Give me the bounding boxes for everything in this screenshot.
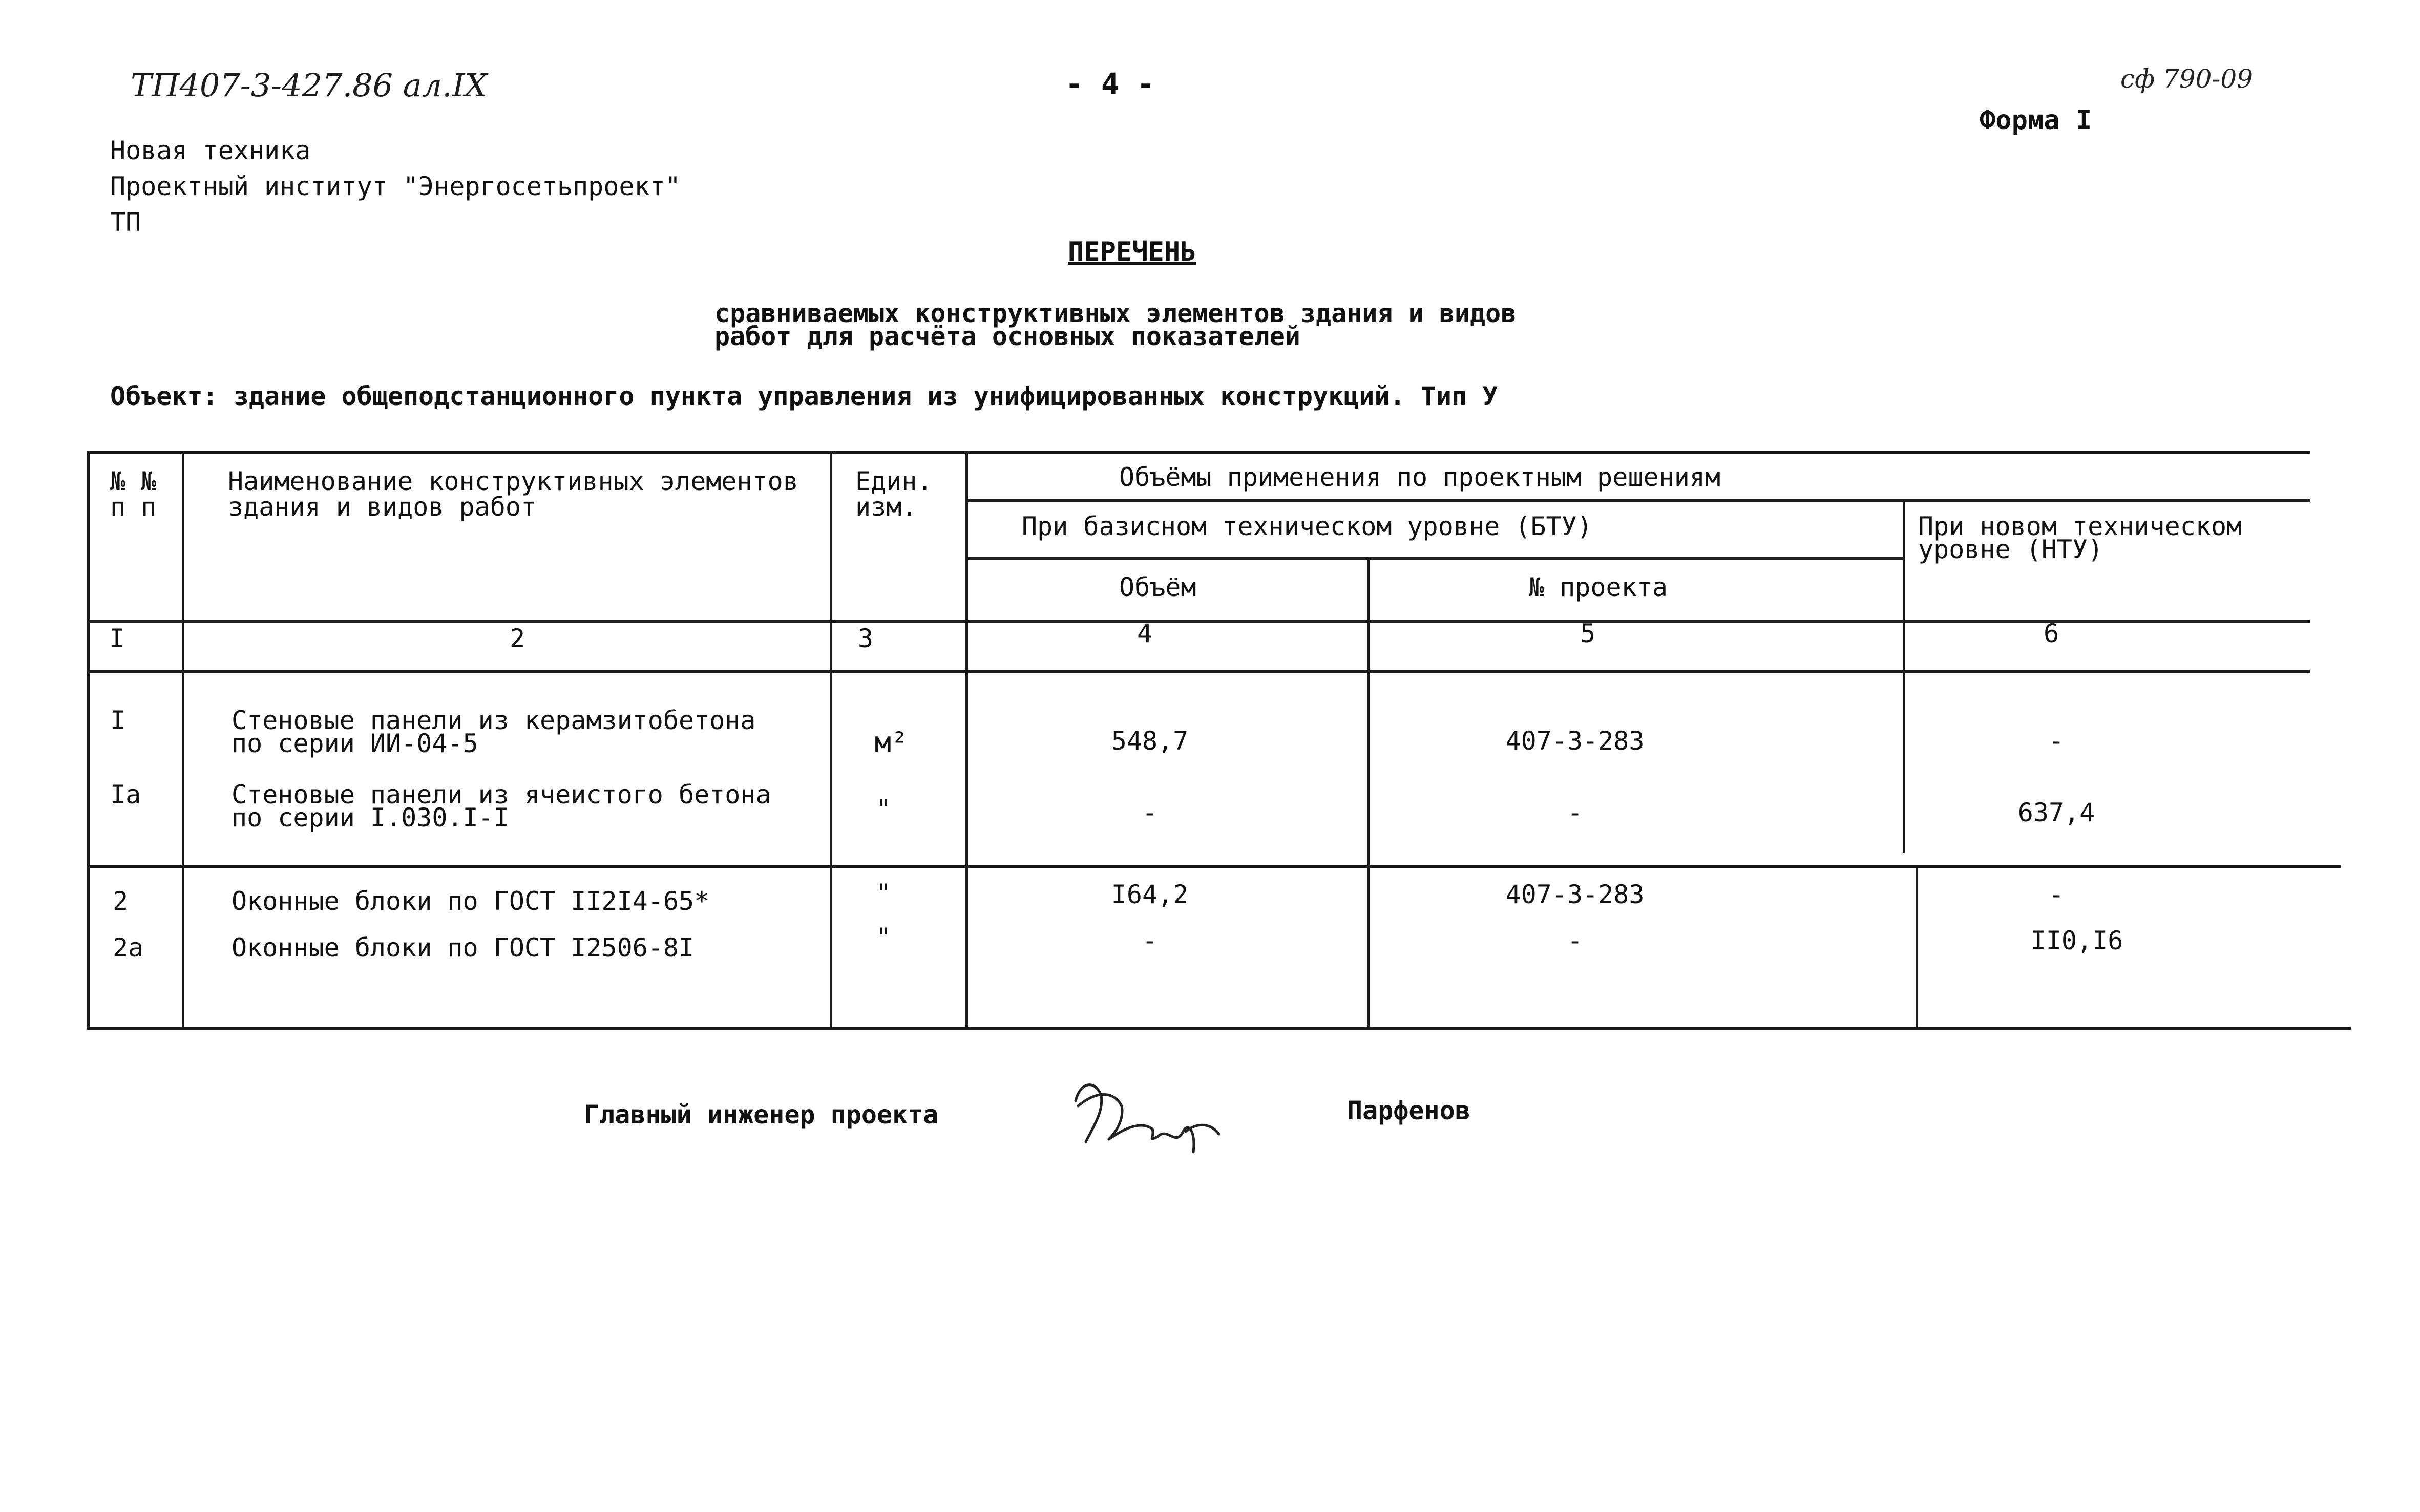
col-number-2: 2 <box>509 624 525 653</box>
document-number: ТП407-3-427.86 ал.IX <box>131 67 488 104</box>
head-name-line2: здания и видов работ <box>228 492 537 522</box>
signatory-position: Главный инженер проекта <box>584 1100 939 1130</box>
head-no-line1: № № <box>110 466 157 496</box>
row-1a-name-line2: по серии I.030.I-I <box>232 803 509 833</box>
row-1a-project: - <box>1567 798 1583 827</box>
rule-below-column-numbers <box>87 670 2310 673</box>
archive-mark: сф 790-09 <box>2120 64 2253 94</box>
col-divider-unit <box>965 451 968 1029</box>
table-top-border <box>87 451 2310 454</box>
handwritten-signature <box>1065 1070 1229 1164</box>
rule-under-btu-group <box>965 557 1903 560</box>
org-line-1: Новая техника <box>110 136 311 165</box>
signatory-name: Парфенов <box>1347 1096 1470 1125</box>
row-2a-unit: " <box>875 923 892 952</box>
page-number: - 4 - <box>1065 67 1155 101</box>
row-1a-unit: " <box>875 794 892 824</box>
head-unit-line1: Един. <box>855 466 933 496</box>
head-volumes-group: Объёмы применения по проектным решениям <box>1119 462 1720 492</box>
head-ntu-line2: уровне (НТУ) <box>1918 535 2103 564</box>
head-project: № проекта <box>1529 572 1668 602</box>
row-1-project: 407-3-283 <box>1505 726 1645 756</box>
head-btu-group: При базисном техническом уровне (БТУ) <box>1022 512 1592 541</box>
row-2a-volume: - <box>1142 926 1158 955</box>
org-line-2: Проектный институт "Энергосетьпроект" <box>110 172 681 201</box>
head-no-line2: п п <box>110 492 157 522</box>
head-ntu-line1: При новом техническом <box>1918 512 2242 541</box>
row-1-unit: м² <box>874 726 908 758</box>
table-bottom-border <box>87 1027 2351 1030</box>
rule-between-row-groups <box>87 865 2341 868</box>
col-number-4: 4 <box>1137 619 1153 648</box>
col-divider-volume <box>1367 557 1370 1029</box>
row-1-ntu: - <box>2048 726 2065 756</box>
row-1a-ntu: 637,4 <box>2017 798 2095 827</box>
row-2a-project: - <box>1567 926 1583 955</box>
col-divider-project-lower <box>1916 865 1918 1029</box>
object-description: Объект: здание общеподстанционного пункта управления из унифицированных конструкций. Тип У <box>110 381 1498 411</box>
col-number-3: 3 <box>857 624 874 653</box>
col-divider-no <box>182 451 184 1029</box>
head-name-line1: Наименование конструктивных элементов <box>228 466 798 496</box>
table-left-border <box>87 451 90 1029</box>
row-1-name-line2: по серии ИИ-04-5 <box>232 729 478 758</box>
row-1a-no: Iа <box>110 780 141 810</box>
col-divider-name <box>830 451 832 1029</box>
col-number-6: 6 <box>2043 619 2059 648</box>
row-2-project: 407-3-283 <box>1505 880 1645 909</box>
row-1-no: I <box>110 706 126 735</box>
row-2-ntu: - <box>2048 880 2065 909</box>
col-number-1: I <box>109 624 125 653</box>
document-title: ПЕРЕЧЕНЬ <box>1068 237 1196 267</box>
row-1-volume: 548,7 <box>1111 726 1189 756</box>
subtitle-line-2: работ для расчёта основных показателей <box>714 322 1300 351</box>
rule-above-column-numbers <box>87 620 2310 623</box>
row-2-unit: " <box>875 879 892 908</box>
head-volume: Объём <box>1119 572 1196 602</box>
row-1a-volume: - <box>1142 798 1158 827</box>
row-1-name-line1: Стеновые панели из керамзитобетона <box>232 706 756 735</box>
row-1a-name-line1: Стеновые панели из ячеистого бетона <box>232 780 771 810</box>
subtitle-line-1: сравниваемых конструктивных элементов здания и видов <box>714 299 1517 328</box>
row-2-volume: I64,2 <box>1111 880 1189 909</box>
row-2-name: Оконные блоки по ГОСТ II2I4-65* <box>232 886 710 916</box>
head-unit-line2: изм. <box>855 492 917 522</box>
row-2a-name: Оконные блоки по ГОСТ I2506-8I <box>232 933 695 963</box>
col-number-5: 5 <box>1580 619 1596 648</box>
row-2-no: 2 <box>113 886 129 916</box>
org-line-3: ТП <box>110 207 141 237</box>
row-2a-no: 2а <box>113 933 144 963</box>
rule-under-volumes-group <box>965 499 2310 502</box>
row-2a-ntu: II0,I6 <box>2030 926 2123 955</box>
form-label: Форма I <box>1980 105 2092 136</box>
col-divider-project-upper <box>1903 499 1905 853</box>
